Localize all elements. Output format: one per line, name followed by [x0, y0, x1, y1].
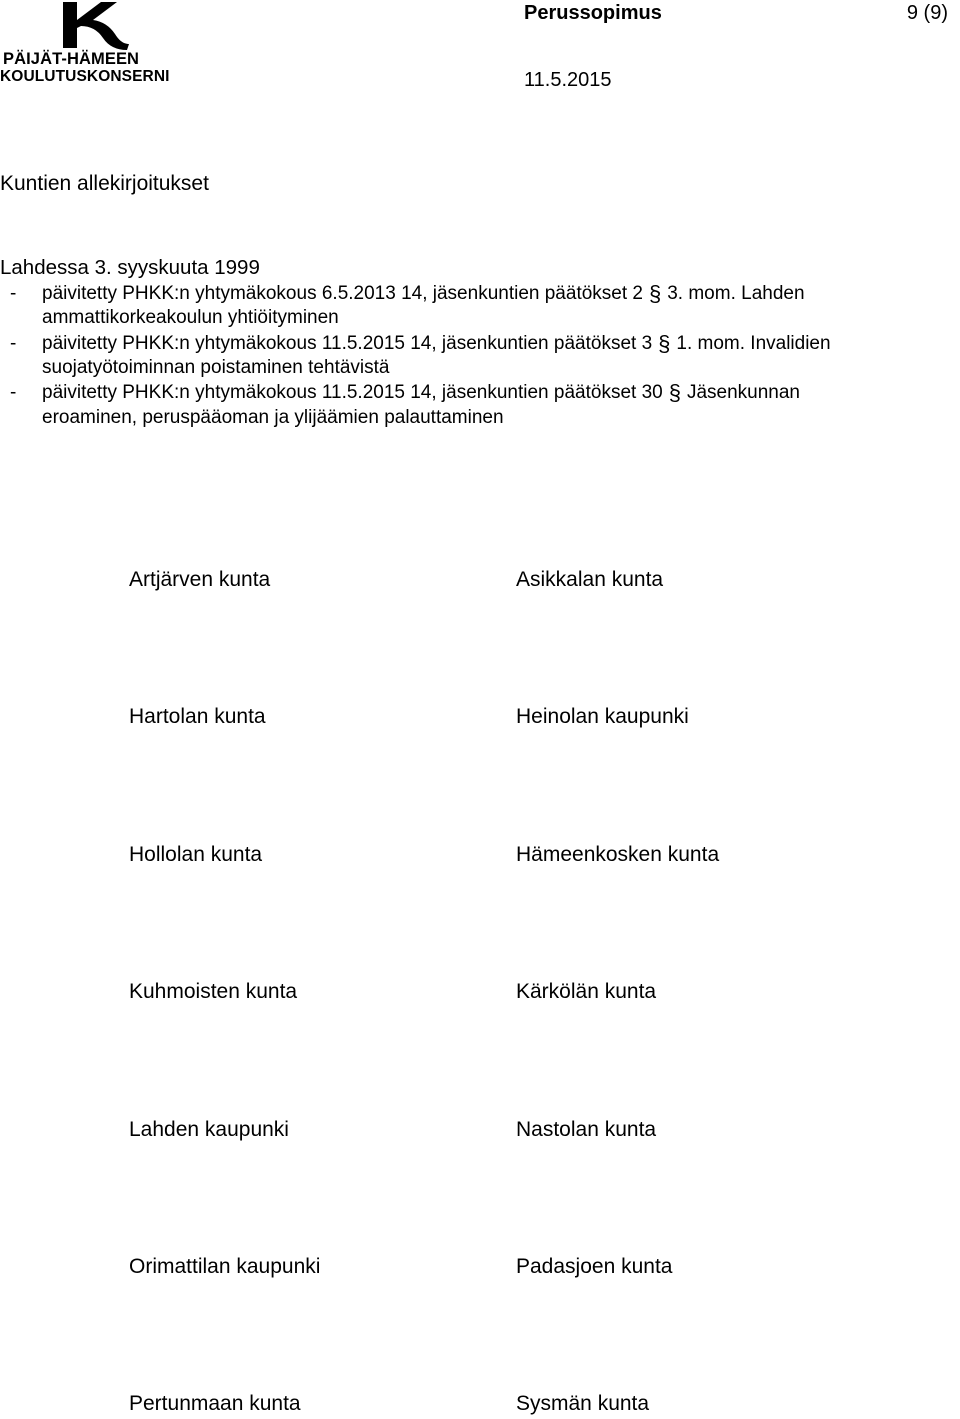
place-date: Lahdessa 3. syyskuuta 1999	[0, 256, 260, 279]
logo-text-line1: PÄIJÄT-HÄMEEN	[3, 50, 140, 68]
signature-municipality: Lahden kaupunki	[129, 1118, 289, 1141]
signature-municipality: Hollolan kunta	[129, 843, 263, 866]
signature-municipality: Heinolan kaupunki	[516, 705, 689, 728]
organization-logo	[0, 0, 190, 95]
section-heading: Kuntien allekirjoitukset	[0, 172, 209, 195]
section-sign: §	[648, 281, 662, 306]
update-2-suffix: 1. mom. Invalidien	[676, 333, 831, 354]
update-1-text: päivitetty PHKK:n yhtymäkokous 6.5.2013 14, jäsenkuntien päätökset 2	[42, 283, 643, 304]
section-sign: §	[658, 331, 671, 356]
signature-municipality: Nastolan kunta	[516, 1118, 657, 1141]
document-title: Perussopimus	[524, 2, 662, 24]
update-2-continuation: suojatyötoiminnan poistaminen tehtävistä	[42, 357, 390, 378]
update-3-suffix: Jäsenkunnan	[686, 382, 800, 403]
signature-municipality: Hämeenkosken kunta	[516, 843, 720, 866]
section-sign: §	[668, 380, 681, 405]
bullet-dash: -	[10, 283, 17, 304]
signature-municipality: Orimattilan kaupunki	[129, 1255, 321, 1278]
update-3-text: päivitetty PHKK:n yhtymäkokous 11.5.2015 14, jäsenkuntien päätökset 30	[42, 382, 663, 403]
signature-municipality: Kärkölän kunta	[516, 980, 657, 1003]
bullet-dash: -	[10, 382, 17, 403]
logo-k-mark-icon	[55, 0, 135, 50]
signature-municipality: Sysmän kunta	[516, 1392, 650, 1415]
update-1-continuation: ammattikorkeakoulun yhtiöityminen	[42, 307, 339, 328]
document-date: 11.5.2015	[524, 69, 612, 91]
signature-municipality: Kuhmoisten kunta	[129, 980, 298, 1003]
update-1-suffix: 3. mom. Lahden	[667, 283, 805, 304]
signature-municipality: Padasjoen kunta	[516, 1255, 673, 1278]
update-2-text: päivitetty PHKK:n yhtymäkokous 11.5.2015 14, jäsenkuntien päätökset 3	[42, 333, 653, 354]
bullet-dash: -	[10, 333, 17, 354]
logo-text-line2: KOULUTUSKONSERNI	[0, 68, 170, 85]
page-number: 9 (9)	[906, 2, 948, 24]
signature-municipality: Hartolan kunta	[129, 705, 266, 728]
signature-municipality: Asikkalan kunta	[516, 568, 664, 591]
update-3-continuation: eroaminen, peruspääoman ja ylijäämien palauttaminen	[42, 407, 504, 428]
signature-municipality: Artjärven kunta	[129, 568, 271, 591]
signature-municipality: Pertunmaan kunta	[129, 1392, 301, 1415]
